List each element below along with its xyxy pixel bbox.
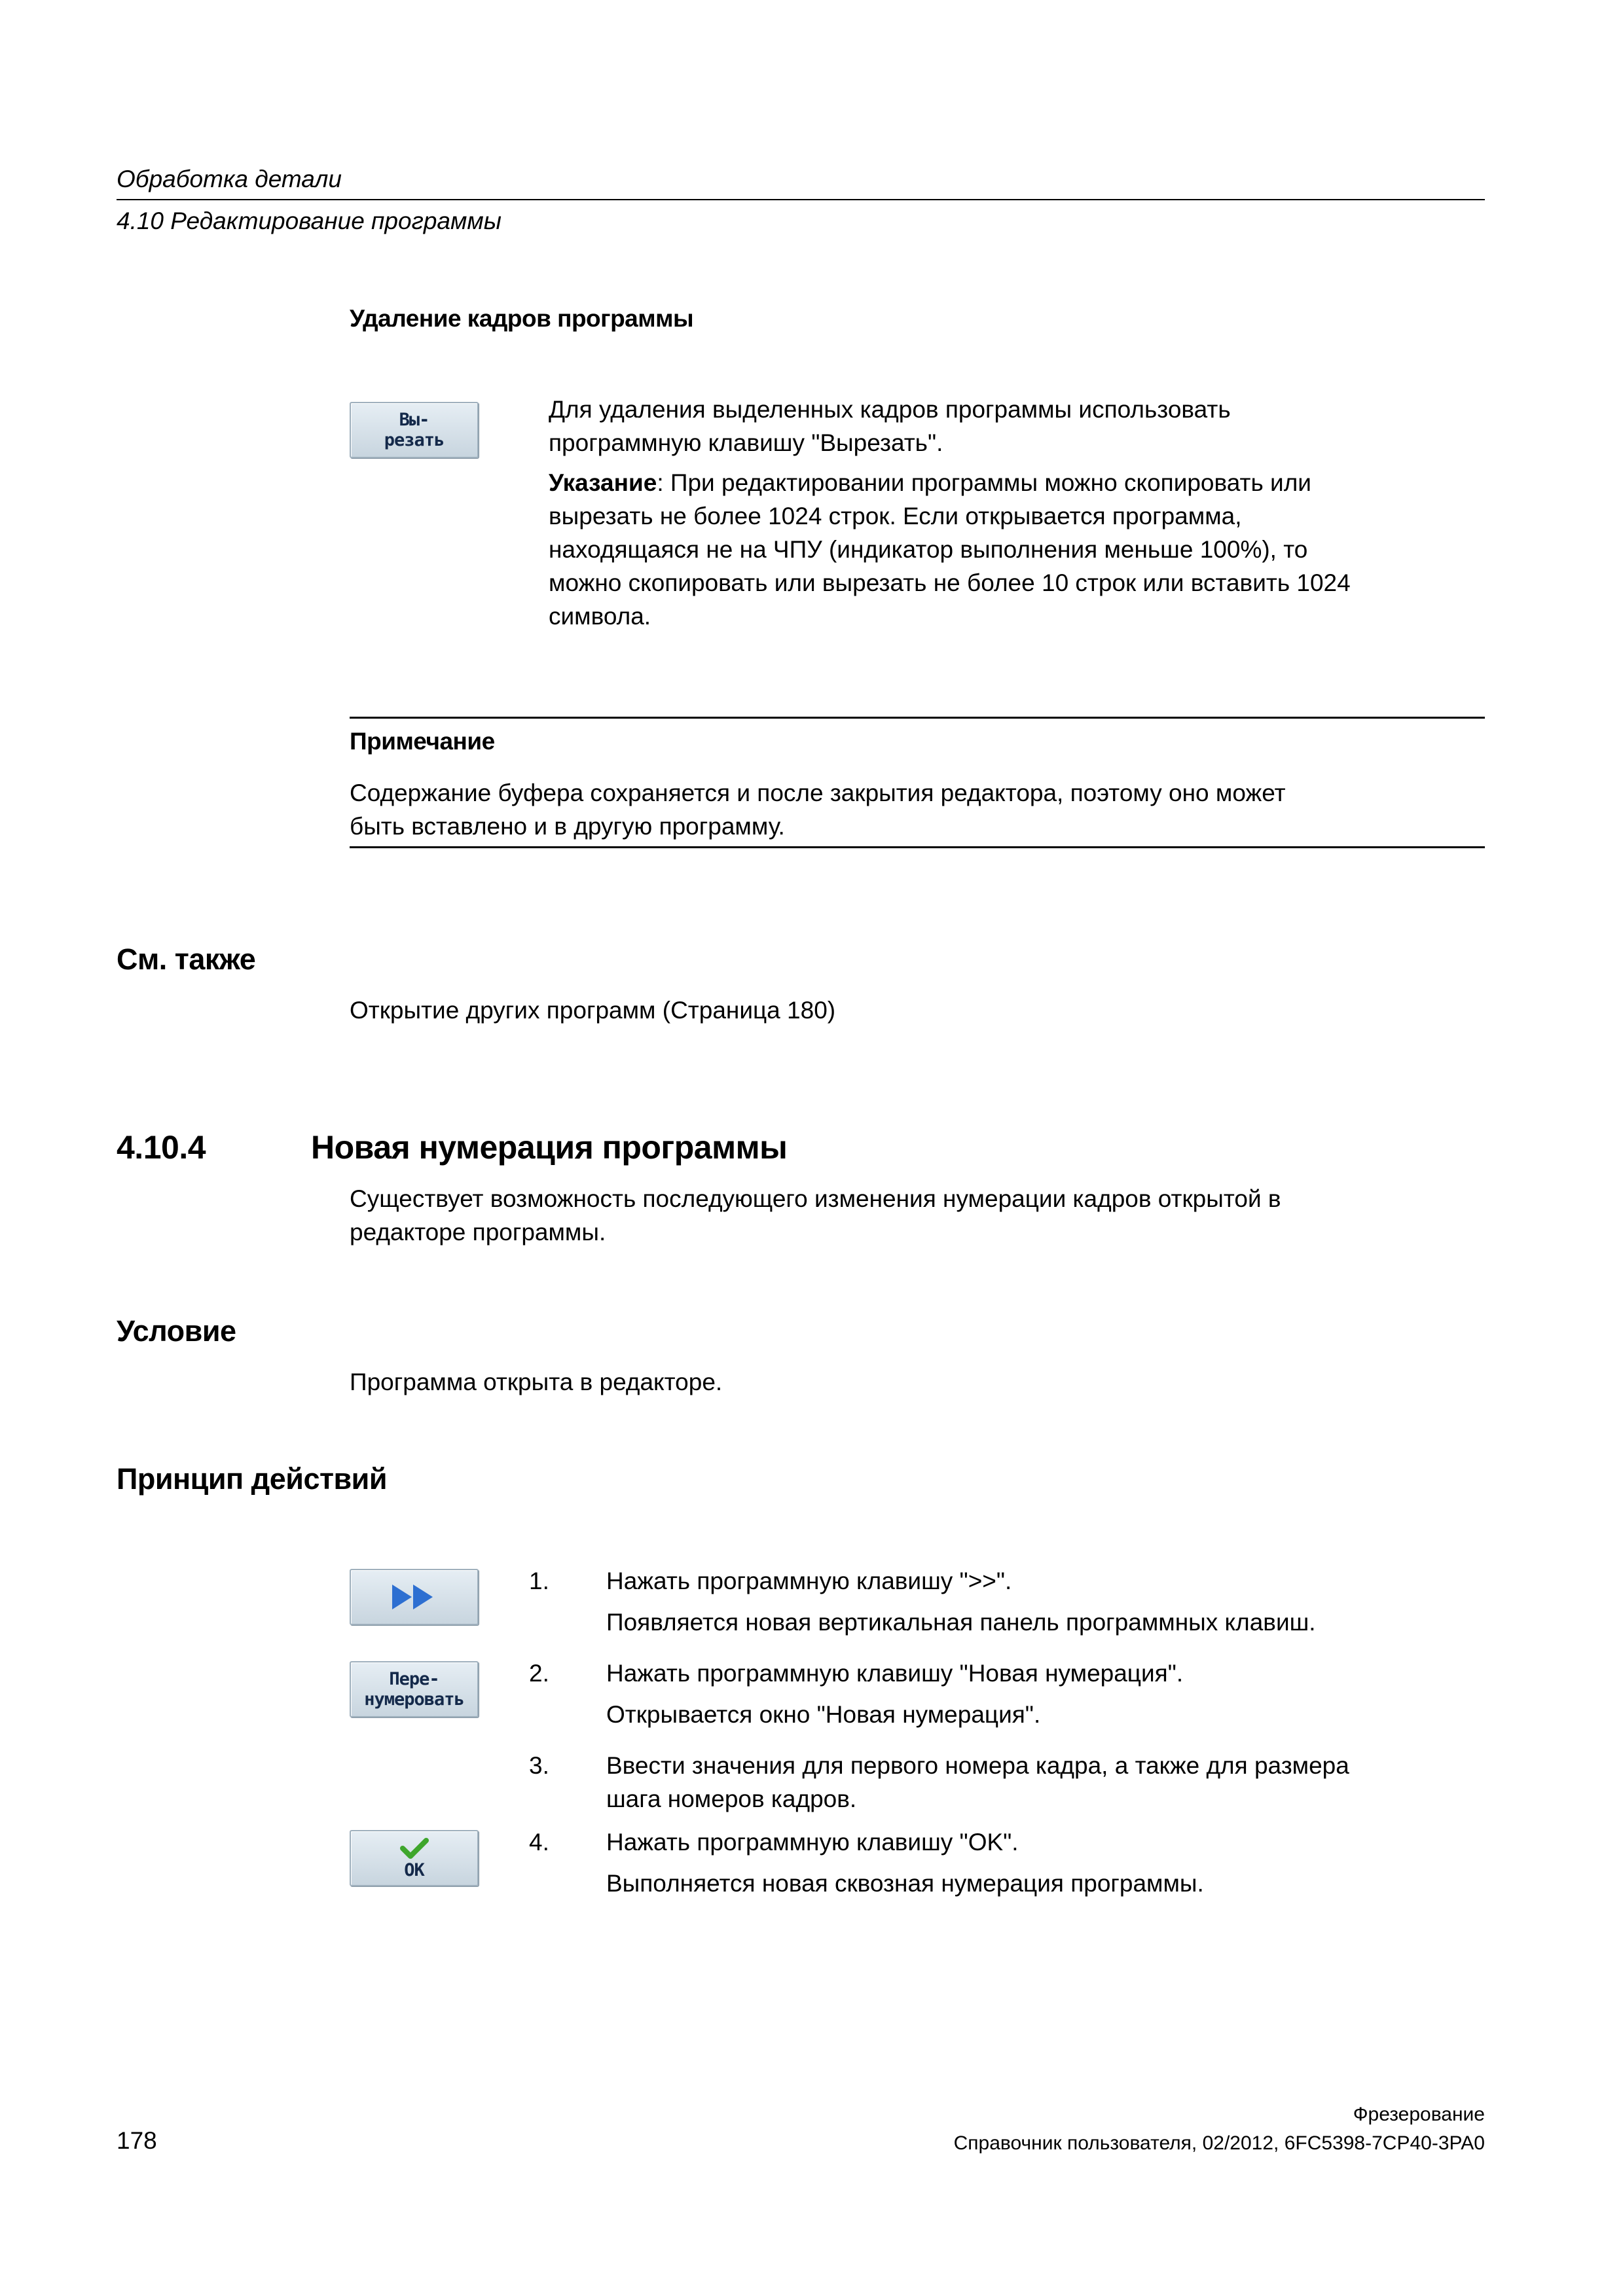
section-intro-line-1: Существует возможность последующего изменения нумерации кадров открытой в	[350, 1185, 1281, 1212]
delete-line-1: Для удаления выделенных кадров программы использовать	[549, 396, 1231, 423]
footer-product: Фрезерование	[1353, 2104, 1485, 2125]
hint-line-1	[549, 466, 1491, 499]
section-title: Новая нумерация программы	[311, 1129, 788, 1166]
section-intro	[350, 1182, 1281, 1249]
cut-softkey-line2: резать	[384, 430, 445, 450]
note-bottom-rule	[350, 846, 1485, 848]
note-line-1: Содержание буфера сохраняется и после закрытия редактора, поэтому оно может	[350, 780, 1286, 806]
delete-line-2: программную клавишу "Вырезать".	[549, 429, 943, 456]
step-1-action: Нажать программную клавишу ">>".	[606, 1568, 1012, 1594]
hint-line-4: можно скопировать или вырезать не более 10 строк или вставить 1024	[549, 569, 1351, 596]
note-line-2: быть вставлено и в другую программу.	[350, 813, 785, 840]
next-softkey[interactable]	[350, 1569, 479, 1625]
delete-section-text	[549, 393, 1491, 633]
cut-softkey[interactable]	[350, 402, 479, 458]
step-1	[606, 1564, 1490, 1639]
step-2-number: 2.	[529, 1660, 549, 1687]
hint-text-1: : При редактировании программы можно скопировать или	[657, 469, 1311, 496]
step-2-action: Нажать программную клавишу "Новая нумерация".	[606, 1660, 1184, 1687]
delete-section-title: Удаление кадров программы	[350, 305, 694, 332]
renumber-softkey[interactable]	[350, 1661, 479, 1717]
page-number: 178	[117, 2127, 157, 2154]
see-also-link[interactable]: Открытие других программ (Страница 180)	[350, 997, 836, 1024]
header-chapter: Обработка детали	[117, 166, 342, 192]
hint-line-3: находящаяся не на ЧПУ (индикатор выполнения меньше 100%), то	[549, 536, 1308, 563]
renumber-softkey-line2: нумеровать	[364, 1689, 464, 1710]
step-2	[606, 1657, 1490, 1731]
hint-line-2: вырезать не более 1024 строк. Если открывается программа,	[549, 503, 1242, 529]
condition-text: Программа открыта в редакторе.	[350, 1369, 723, 1395]
footer-manual: Справочник пользователя, 02/2012, 6FC5398-7CP40-3PA0	[953, 2132, 1485, 2154]
see-also-title: См. также	[117, 942, 256, 976]
condition-title: Условие	[117, 1314, 236, 1348]
step-3-number: 3.	[529, 1752, 549, 1779]
procedure-title: Принцип действий	[117, 1462, 387, 1496]
play-forward-icon	[388, 1581, 441, 1613]
section-intro-line-2: редакторе программы.	[350, 1219, 606, 1246]
hint-label: Указание	[549, 469, 657, 496]
header-divider	[117, 199, 1485, 200]
note-text	[350, 776, 1286, 843]
step-1-number: 1.	[529, 1568, 549, 1594]
note-title: Примечание	[350, 728, 495, 755]
step-4-action: Нажать программную клавишу "OK".	[606, 1829, 1019, 1856]
cut-softkey-line1: Вы-	[399, 410, 429, 430]
step-2-result: Открывается окно "Новая нумерация".	[606, 1701, 1041, 1728]
step-3	[606, 1749, 1490, 1816]
step-3-action-line-2: шага номеров кадров.	[606, 1785, 857, 1812]
renumber-softkey-line1: Пере-	[389, 1669, 439, 1689]
section-number: 4.10.4	[117, 1129, 206, 1166]
hint-line-5: символа.	[549, 603, 651, 630]
step-4-result: Выполняется новая сквозная нумерация программы.	[606, 1870, 1204, 1897]
ok-softkey[interactable]	[350, 1830, 479, 1886]
step-4-number: 4.	[529, 1829, 549, 1856]
step-1-result: Появляется новая вертикальная панель программных клавиш.	[606, 1609, 1316, 1636]
step-3-action-line-1: Ввести значения для первого номера кадра, а также для размера	[606, 1752, 1349, 1779]
header-section: 4.10 Редактирование программы	[117, 207, 501, 234]
note-top-rule	[350, 717, 1485, 719]
ok-softkey-label: OK	[404, 1859, 424, 1880]
step-4	[606, 1825, 1490, 1900]
checkmark-icon	[395, 1837, 434, 1860]
